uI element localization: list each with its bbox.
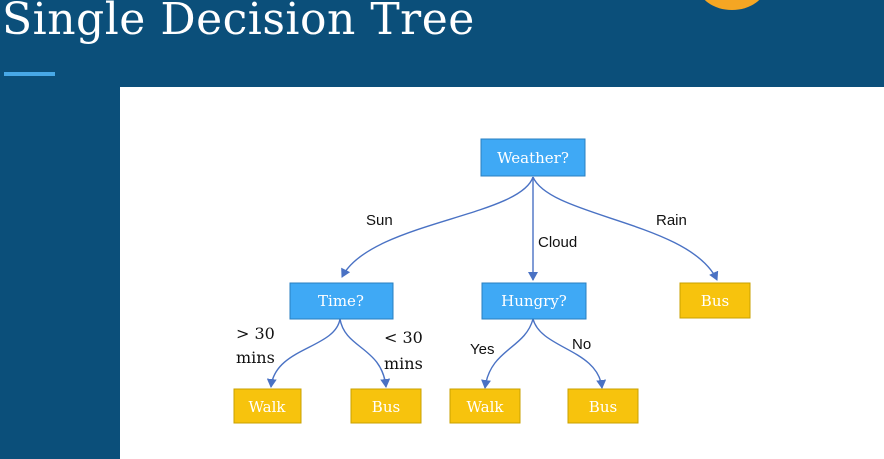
leaf-walk-1-label: Walk <box>248 398 286 416</box>
slide-title: Single Decision Tree <box>2 0 475 45</box>
edge-no <box>533 319 602 388</box>
edge-label-lt30-line2: mins <box>384 354 423 373</box>
leaf-walk-1 <box>234 389 301 423</box>
edge-gt30 <box>271 319 340 387</box>
edge-label-cloud: Cloud <box>538 234 578 251</box>
decorative-orb <box>698 0 766 10</box>
leaf-walk-2 <box>450 389 520 423</box>
hungry-node <box>482 283 586 319</box>
leaf-bus-1-label: Bus <box>371 398 401 416</box>
edge-label-lt30-line1: < 30 <box>384 328 423 347</box>
edge-label-yes: Yes <box>470 341 495 358</box>
decision-tree-diagram <box>120 87 884 459</box>
time-node-label: Time? <box>318 292 364 310</box>
leaf-walk-2-label: Walk <box>466 398 504 416</box>
time-node <box>290 283 393 319</box>
edge-label-sun: Sun <box>366 212 393 229</box>
leaf-rain-bus-label: Bus <box>700 292 730 310</box>
leaf-rain-bus <box>680 283 750 318</box>
edge-rain <box>533 177 717 280</box>
leaf-bus-2-label: Bus <box>588 398 618 416</box>
edge-label-gt30-line1: > 30 <box>236 324 275 343</box>
root-node <box>481 139 585 176</box>
leaf-bus-1 <box>351 389 421 423</box>
leaf-bus-2 <box>568 389 638 423</box>
diagram-panel <box>120 87 884 459</box>
hungry-node-label: Hungry? <box>501 292 567 310</box>
edge-label-no: No <box>572 336 592 353</box>
edge-lt30 <box>340 319 386 387</box>
edge-label-gt30-line2: mins <box>236 348 275 367</box>
title-underline <box>4 72 55 76</box>
root-node-label: Weather? <box>497 149 569 167</box>
edge-label-rain: Rain <box>656 212 687 229</box>
